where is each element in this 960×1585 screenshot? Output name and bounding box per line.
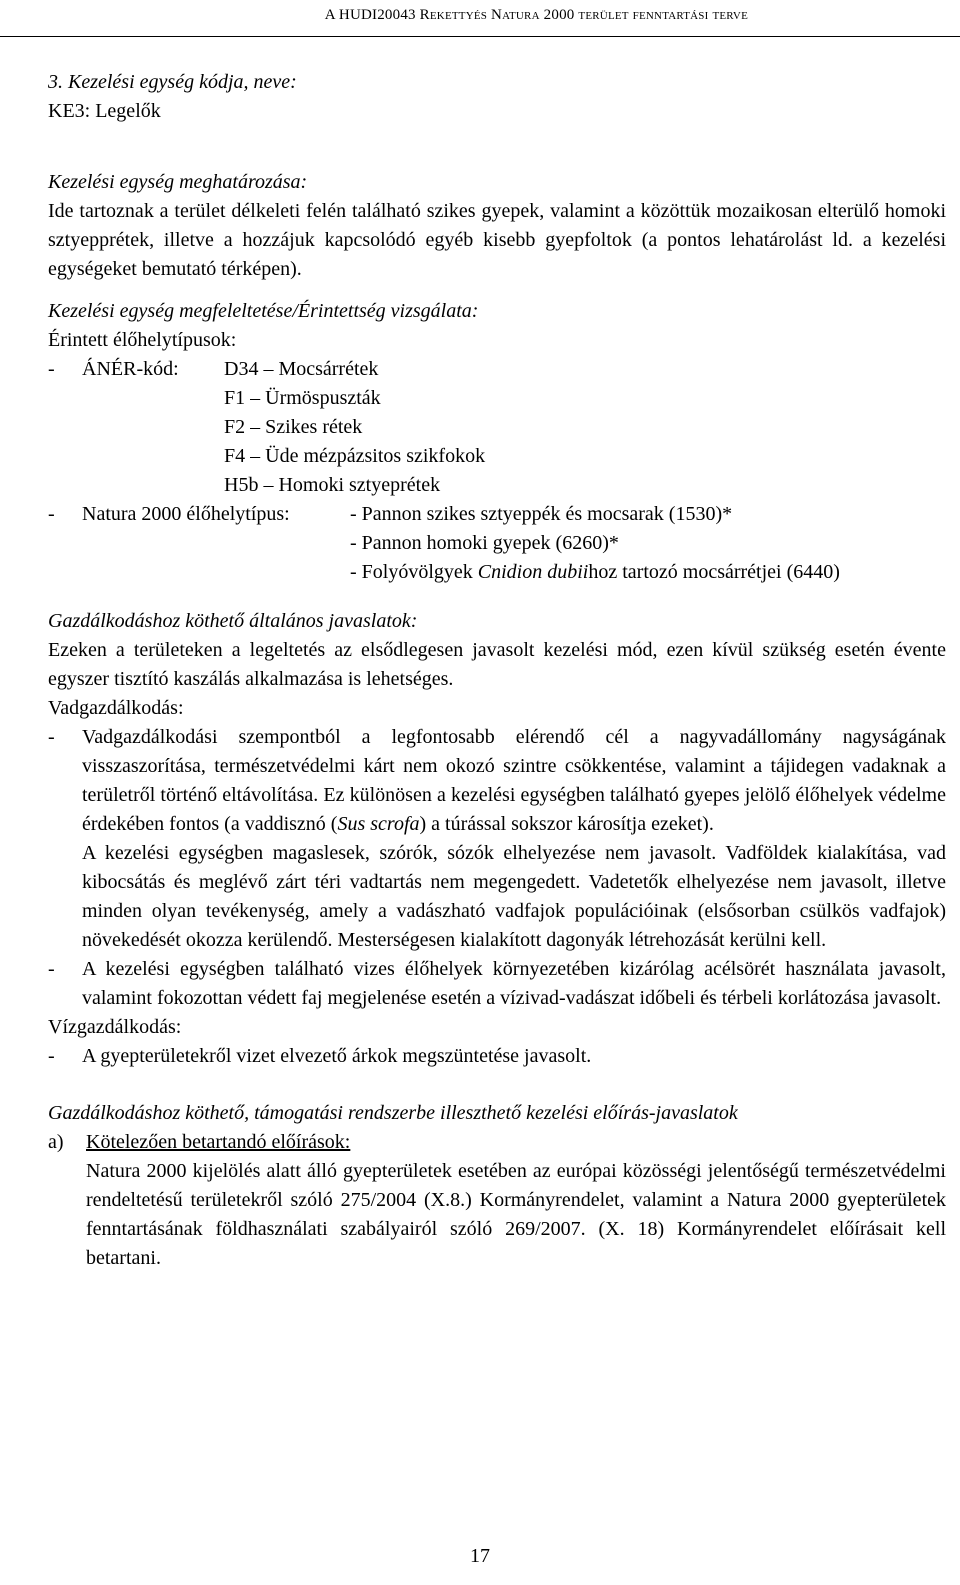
game-item-1-italic: Sus scrofa	[337, 813, 420, 835]
aner-item: F2 – Szikes rétek	[224, 416, 363, 438]
header-title: A HUDI20043 Rekettyés Natura 2000 terület fenntartási terve	[324, 7, 748, 23]
game-item-1-pre: Vadgazdálkodási szempontból a legfontosabb elérendő cél a nagyvadállomány nagyságának visszaszorítása, természetvédelmi kárt nem okozó szintre csökkentése, valamint a tájidegen vadaknak a területről történő eltávolítása. Ez különösen a kezelési egységben található gyepes jelölő élőhelyek védelme érdekében fontos (a vaddisznó (	[82, 726, 946, 835]
natura-item3-pre: - Folyóvölgyek	[350, 561, 478, 583]
natura-item3-italic: Cnidion dubii	[477, 561, 589, 583]
subsidy-a-title: Kötelezően betartandó előírások:	[86, 1131, 351, 1153]
subsidy-a-text: Natura 2000 kijelölés alatt álló gyepterületek esetében az európai közösségi jelentőségű természetvédelmi rendeltetésű területekről szóló 275/2004 (X.8.) Kormányrendelet, valamint a Natura 2000 gyepterületek fenntartásának földhasználati szabályairól szóló 269/2007. (X. 18) Kormányrendelet előírásait kell betartani.	[86, 1160, 946, 1269]
section-name: KE3: Legelők	[48, 100, 161, 122]
definition-text: Ide tartoznak a terület délkeleti felén található szikes gyepek, valamint a közöttük mozaikosan elterülő homoki sztyepprétek, illetve a hozzájuk kapcsolódó egyéb kisebb gyepfoltok (a pontos lehatárolást ld. a kezelési egységeket bemutató térképen).	[48, 200, 946, 280]
section-heading: 3. Kezelési egység kódja, neve:	[48, 71, 297, 93]
natura-item3-post: hoz tartozó mocsárrétjei (6440)	[588, 561, 840, 583]
game-title: Vadgazdálkodás:	[48, 697, 184, 719]
game-item-1-post: ) a túrással sokszor károsítja ezeket).	[419, 813, 714, 835]
aner-item: F1 – Ürmöspuszták	[224, 387, 381, 409]
aner-item: F4 – Üde mézpázsitos szikfokok	[224, 445, 486, 467]
game-item-1-text	[82, 723, 946, 839]
game-item-1-dash: -	[48, 726, 55, 748]
aner-dash: -	[48, 358, 55, 380]
aner-item: D34 – Mocsárrétek	[224, 358, 379, 380]
aner-row	[48, 355, 946, 500]
water-item-text: A gyepterületekről vizet elvezető árkok megszüntetése javasolt.	[82, 1045, 592, 1067]
water-title: Vízgazdálkodás:	[48, 1016, 182, 1038]
natura-row	[48, 500, 946, 587]
water-item	[48, 1042, 946, 1071]
natura-item: - Pannon szikes sztyeppék és mocsarak (1530)*	[350, 503, 733, 525]
game-item-2-text: A kezelési egységben található vizes élőhelyek környezetében kizárólag acélsörét használata javasolt, valamint fokozottan védett faj megjelenése esetén a vízivad-vadászat időbeli és térbeli korlátozása javasolt.	[82, 958, 946, 1009]
page-number: 17	[470, 1545, 490, 1567]
general-text: Ezeken a területeken a legeltetés az elsődlegesen javasolt kezelési mód, ezen kívül szükség esetén évente egyszer tisztító kaszálás alkalmazása is lehetséges.	[48, 639, 946, 690]
game-item-1-paragraph-2: A kezelési egységben magaslesek, szórók, sózók elhelyezése nem javasolt. Vadföldek kialakítása, vad kibocsátás és meglévő zárt téri vadtartás nem megengedett. Vadetetők elhelyezése nem javasolt, illetve minden olyan tevékenység, amely a vadászható vadfajok populációinak (elsősorban csülkös vadfajok) növekedését okozza kerülendő. Mesterségesen kialakított dagonyák létrehozását kerülni kell.	[82, 842, 946, 951]
subsidy-a-label: a)	[48, 1131, 64, 1153]
page-header	[0, 0, 960, 37]
subsidy-title: Gazdálkodáshoz köthető, támogatási rendszerbe illeszthető kezelési előírás-javaslatok	[48, 1102, 738, 1124]
natura-dash: -	[48, 503, 55, 525]
water-dash: -	[48, 1045, 55, 1067]
aner-list	[224, 355, 485, 500]
natura-item	[350, 558, 946, 587]
general-title: Gazdálkodáshoz köthető általános javaslatok:	[48, 610, 418, 632]
document-body	[48, 68, 946, 1273]
subsidy-a	[48, 1128, 946, 1273]
correspondence-title: Kezelési egység megfeleltetése/Érintettség vizsgálata:	[48, 300, 479, 322]
definition-title: Kezelési egység meghatározása:	[48, 171, 308, 193]
game-item-2-dash: -	[48, 958, 55, 980]
game-item-1	[48, 723, 946, 955]
aner-label: ÁNÉR-kód:	[82, 358, 179, 380]
natura-label: Natura 2000 élőhelytípus:	[82, 503, 290, 525]
aner-item: H5b – Homoki sztyeprétek	[224, 474, 441, 496]
natura-list	[350, 500, 946, 587]
affected-label: Érintett élőhelytípusok:	[48, 329, 237, 351]
game-item-2	[48, 955, 946, 1013]
natura-item: - Pannon homoki gyepek (6260)*	[350, 532, 619, 554]
